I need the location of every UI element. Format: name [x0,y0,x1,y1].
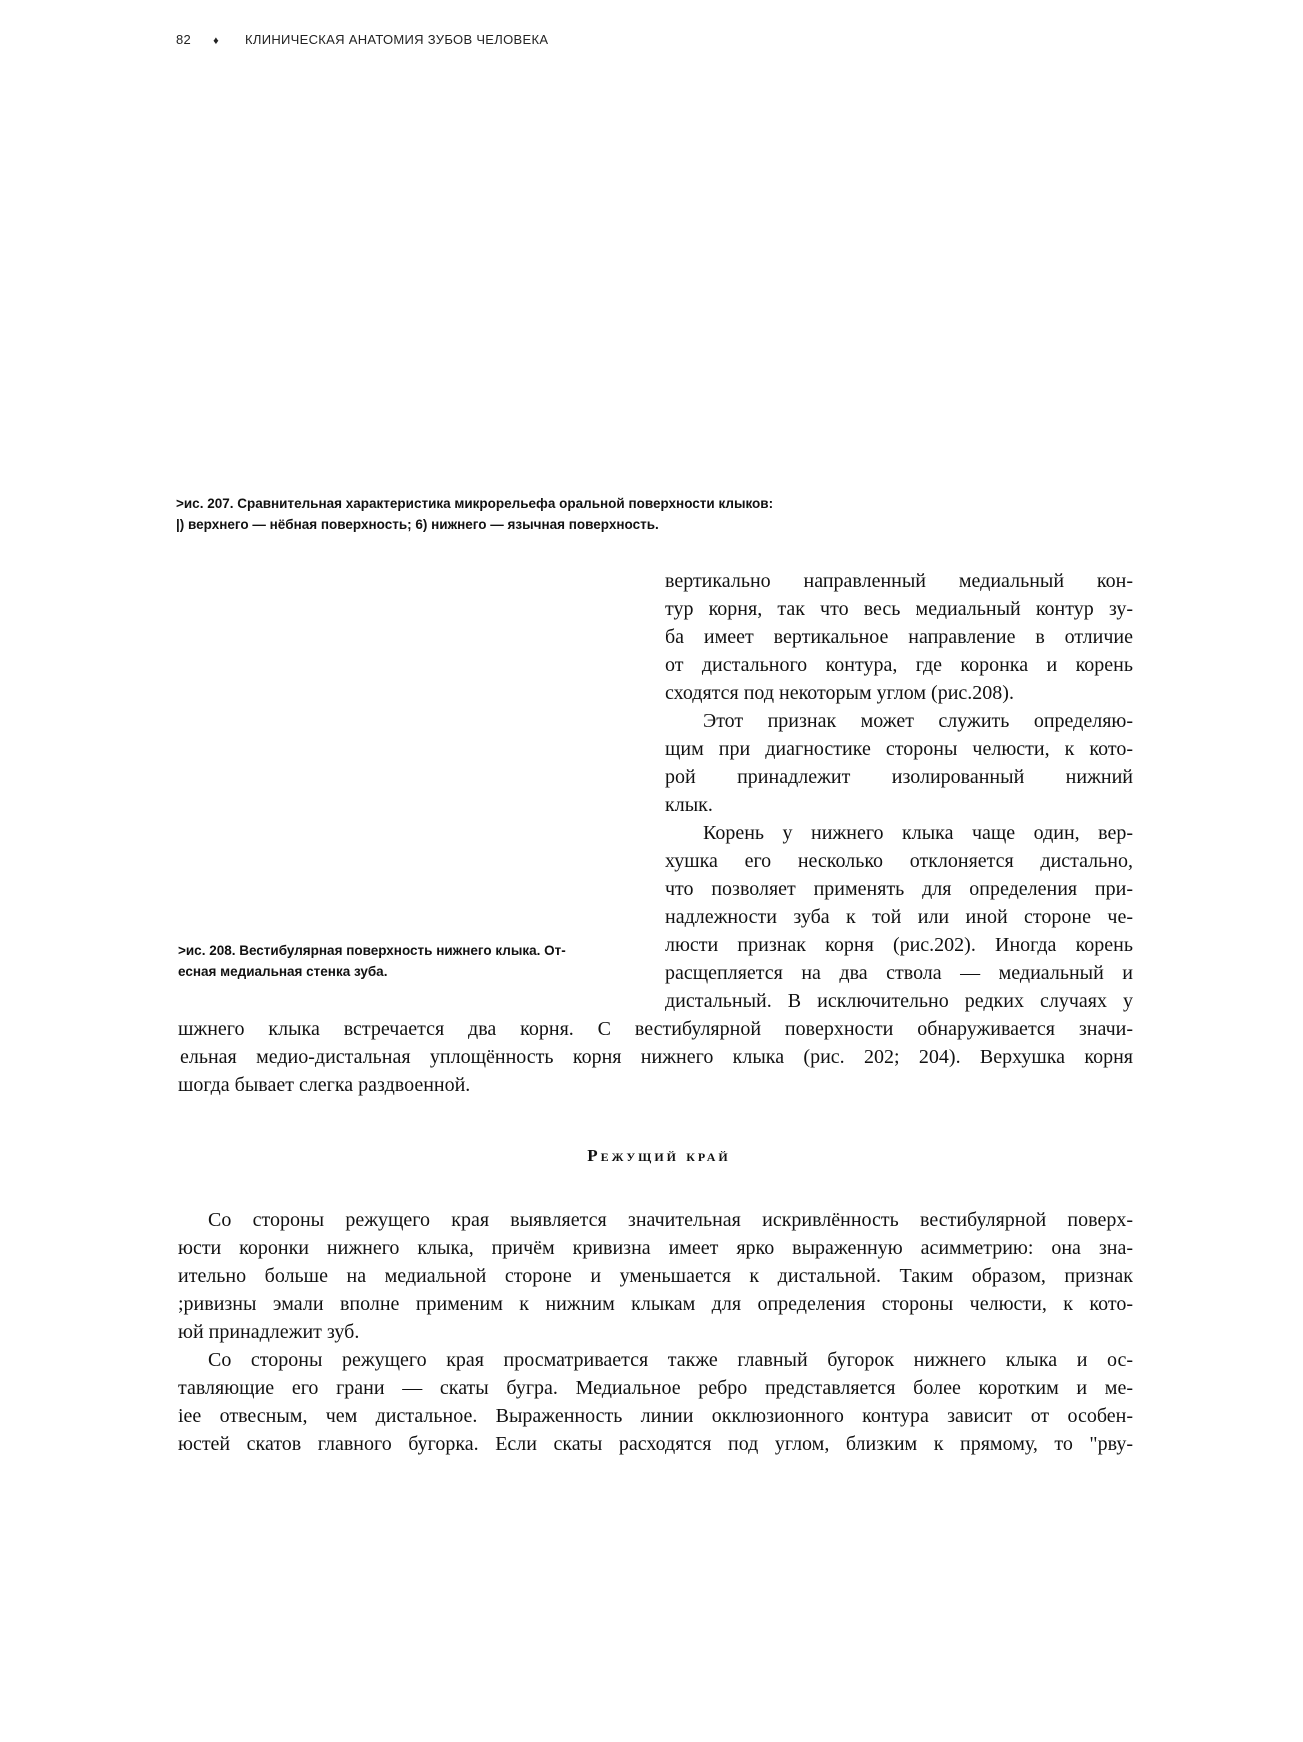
caption-line: есная медиальная стенка зуба. [178,964,388,979]
caption-line: >ис. 208. Вестибулярная поверхность нижнего клыка. От- [178,943,566,958]
text-line: шжнего клыка встречается два корня. С вестибулярной поверхности обнаруживается значи- [178,1018,1133,1040]
text-line: тавляющие его грани — скаты бугра. Медиальное ребро представляется более коротким и ме- [178,1377,1133,1399]
text-line: итeльно больше на медиальной стороне и уменьшается к дистальной. Таким образом, признак [178,1265,1133,1287]
text-line: Со стороны режущего края просматривается также главный бугорок нижнего клыка и ос- [208,1349,1133,1371]
section-heading: Режущий край [587,1146,731,1165]
text-line: ;ривизны эмали вполне применим к нижним клыкам для определения стороны челюсти, к кото- [178,1293,1133,1315]
text-line: что позволяет применять для определения при- [665,878,1133,900]
text-line: тур корня, так что весь медиальный контур зу- [665,598,1133,620]
text-line: сходятся под некоторым углом (рис.208). [665,682,1014,704]
text-line: клык. [665,794,713,816]
text-line: расщепляется на два ствола — медиальный и [665,962,1133,984]
text-line: шогда бывает слегка раздвоенной. [178,1074,471,1096]
text-line: Со стороны режущего края выявляется значительная искривлённость вестибулярной поверх- [208,1209,1133,1231]
header-separator-icon: ♦ [213,35,219,47]
text-line: вертикально направленный медиальный кон- [665,570,1133,592]
text-line: рой принадлежит изолированный нижний [665,766,1133,788]
text-line: дистальный. В исключительно редких случаях у [665,990,1133,1012]
text-line: Корень у нижнего клыка чаще один, вер- [703,822,1133,844]
text-line: ельная медио-дистальная уплощённость корня нижнего клыка (рис. 202; 204). Верхушка корня [180,1046,1133,1068]
text-line: надлежности зуба к той или иной стороне че- [665,906,1133,928]
running-title: КЛИНИЧЕСКАЯ АНАТОМИЯ ЗУБОВ ЧЕЛОВЕКА [244,32,549,47]
caption-line: |) верхнего — нёбная поверхность; 6) нижнего — язычная поверхность. [176,517,659,532]
text-line: от дистального контура, где коронка и корень [665,654,1133,676]
text-line: люсти признак корня (рис.202). Иногда корень [665,934,1133,956]
text-line: Этот признак может служить определяю- [703,710,1133,732]
text-line: юстей скатов главного бугорка. Если скаты расходятся под углом, близким к прямому, то "рву- [178,1433,1133,1455]
text-line: ба имеет вертикальное направление в отличие [665,626,1133,648]
text-line: хушка его несколько отклоняется дистально, [665,850,1133,872]
page-number: 82 [176,32,192,47]
text-line: юй принадлежит зуб. [178,1321,360,1343]
text-line: щим при диагностике стороны челюсти, к кото- [665,738,1133,760]
text-line: iее отвесным, чем дистальное. Выраженность линии окклюзионного контура зависит от особен- [178,1405,1133,1427]
caption-line: >ис. 207. Сравнительная характеристика микрорельефа оральной поверхности клыков: [176,496,774,511]
text-line: юсти коронки нижнего клыка, причём кривизна имеет ярко выраженную асимметрию: она зна- [178,1237,1133,1259]
